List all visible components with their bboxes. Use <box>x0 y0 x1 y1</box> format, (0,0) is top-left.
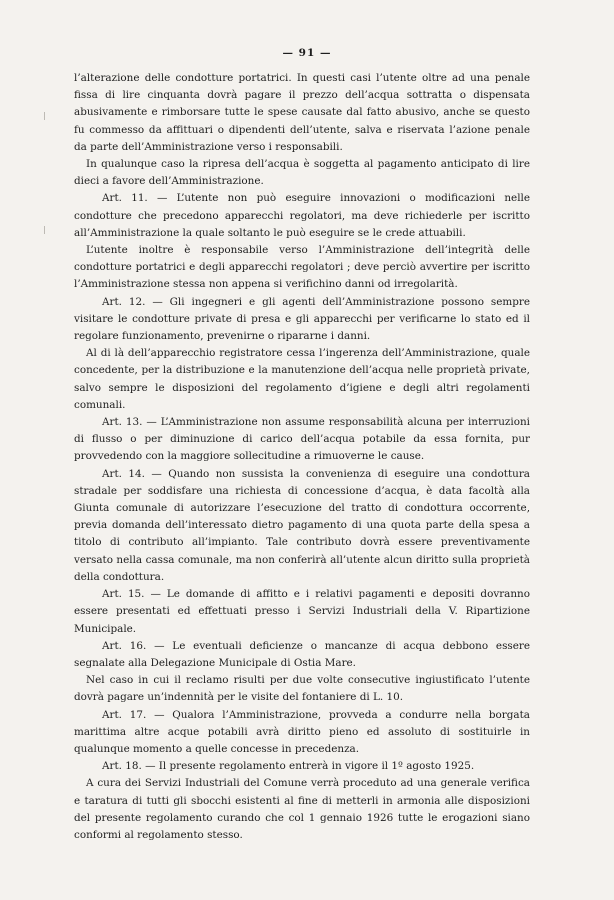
paragraph-verifica-taratura: A cura dei Servizi Industriali del Comune verrà proceduto ad una generale verifica e taratura di tutti gli sbocchi esistenti al fine di metterli in armonia alle disposizioni del presente regolamento curando che col 1 gennaio 1926 tutte le erogazioni siano conformi al regolamento stesso. <box>74 777 530 841</box>
document-body <box>74 70 530 844</box>
paragraph-continuation: l’alterazione delle condotture portatrici. In questi casi l’utente oltre ad una penale fissa di lire cinquanta dovrà pagare il prezzo dell’acqua sottratta o dispensata abusivamente e rimborsare tutte le spese causate dal fatto abusivo, anche se questo fu commesso da affittuari o dipendenti dell’utente, salva e riservata l’azione penale da parte dell’Amministrazione verso i responsabili. <box>74 72 530 153</box>
article-15: Art. 15. — Le domande di affitto e i relativi pagamenti e depositi dovranno essere presentati ed effettuati presso i Servizi Industriali della V. Ripartizione Municipale. <box>74 588 530 635</box>
margin-mark <box>44 112 45 120</box>
article-18: Art. 18. — Il presente regolamento entrerà in vigore il 1º agosto 1925. <box>102 760 475 773</box>
article-11: Art. 11. — L’utente non può eseguire innovazioni o modificazioni nelle condotture che precedono apparecchi regolatori, ma deve richiederle per iscritto all’Amministrazione la quale soltanto le può eseguire se le crede attuabili. <box>74 192 530 239</box>
paragraph-ingerenza: Al di là dell’apparecchio registratore cessa l’ingerenza dell’Amministrazione, quale concedente, per la distribuzione e la manutenzione dell’acqua nelle proprietà private, salvo sempre le disposizioni del regolamento d’igiene e degli altri regolamenti comunali. <box>74 347 530 411</box>
margin-mark <box>44 226 45 234</box>
article-14: Art. 14. — Quando non sussista la convenienza di eseguire una condottura stradale per soddisfare una richiesta di concessione d’acqua, è data facoltà alla Giunta comunale di autorizzare l’esecuzione del tratto di condottura occorrente, previa domanda dell’interessato dietro pagamento di una quota parte della spesa a titolo di contributo all’impianto. Tale contributo dovrà essere preventivamente versato nella cassa comunale, ma non conferirà all’utente alcun diritto sulla proprietà della condottura. <box>74 467 530 583</box>
article-12: Art. 12. — Gli ingegneri e gli agenti dell’Amministrazione possono sempre visitare le condotture private di presa e gli apparecchi per verificarne lo stato ed il regolare funzionamento, prevenirne o ripararne i danni. <box>74 295 530 343</box>
paragraph-reclamo: Nel caso in cui il reclamo risulti per due volte consecutive ingiustificato l’utente dovrà pagare un’indennità per le visite del fontaniere di L. 10. <box>74 674 530 704</box>
page-number: — 91 — <box>282 47 332 59</box>
article-16: Art. 16. — Le eventuali deficienze o mancanze di acqua debbono essere segnalate alla Delegazione Municipale di Ostia Mare. <box>74 639 530 669</box>
paragraph-ripresa-acqua: In qualunque caso la ripresa dell’acqua è soggetta al pagamento anticipato di lire dieci a favore dell’Amministrazione. <box>74 158 530 188</box>
article-17: Art. 17. — Qualora l’Amministrazione, provveda a condurre nella borgata marittima altre acque potabili avrà diritto pieno ed assoluto di sostituirle in qualunque momento a quelle concesse in precedenza. <box>74 708 530 755</box>
paragraph-responsabilita-utente: L’utente inoltre è responsabile verso l’Amministrazione dell’integrità delle condotture portatrici e degli apparecchi regolatori ; deve perciò avvertire per iscritto l’Amministrazione stessa non appena si verifichino danni od irregolarità. <box>74 244 530 291</box>
article-13: Art. 13. — L’Amministrazione non assume responsabilità alcuna per interruzioni di flusso o per diminuzione di carico dell’acqua potabile da essa fornita, pur provvedendo con la maggiore sollecitudine a rimuoverne le cause. <box>74 416 530 463</box>
